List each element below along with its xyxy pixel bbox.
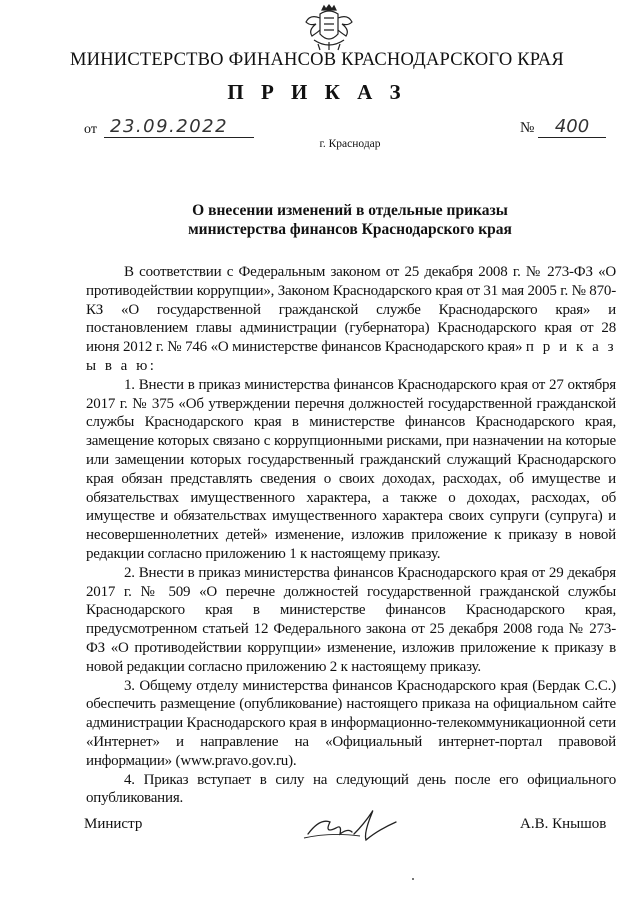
number-value: 400 (538, 117, 606, 138)
document-type-title: П Р И К А З (227, 80, 407, 104)
order-verb: п р и к а з ы в а ю: (86, 339, 616, 374)
subject-line-2: министерства финансов Краснодарского края (188, 221, 512, 238)
date-label: от (84, 122, 97, 137)
date-value: 23.09.2022 (104, 117, 254, 138)
signer-title: Министр (84, 816, 143, 832)
intro-paragraph (86, 263, 616, 376)
signer-name: А.В. Кнышов (520, 816, 607, 832)
paragraph-2: 2. Внести в приказ министерства финансов Краснодарского края от 29 декабря 2017 г. № 509 «О перечне должностей государственной гражданской службы Краснодарского края в министерстве финансов Краснодарского края, предусмотренном статьей 12 Федерального закона от 25 декабря 2008 года № 273-ФЗ «О противодействии коррупции» изменение, изложив приложение к приказу в новой редакции согласно приложению 2 к настоящему приказу. (86, 564, 616, 675)
handwritten-signature-icon (300, 804, 410, 844)
order-subject (90, 201, 610, 239)
coat-of-arms-icon (300, 4, 358, 52)
number-label: № (520, 120, 535, 136)
paragraph-4: 4. Приказ вступает в силу на следующий день после его официального опубликования. (86, 771, 616, 807)
order-body (86, 263, 616, 808)
intro-text: В соответствии с Федеральным законом от 25 декабря 2008 г. № 273-ФЗ «О противодействии коррупции», Законом Краснодарского края от 31 мая 2005 г. № 870-КЗ «О государственной гражданской службе Краснодарского края» и постановлением главы администрации (губернатора) Краснодарского края от 28 июня 2012 г. № 746 «О министерстве финансов Краснодарского края» (86, 264, 616, 356)
subject-line-1: О внесении изменений в отдельные приказы (192, 202, 508, 219)
ministry-name: МИНИСТЕРСТВО ФИНАНСОВ КРАСНОДАРСКОГО КРАЯ (70, 50, 564, 70)
paragraph-3: 3. Общему отделу министерства финансов Краснодарского края (Бердак С.С.) обеспечить размещение (опубликование) настоящего приказа на официальном сайте администрации Краснодарского края в информационно-телекоммуникационной сети «Интернет» и направление на «Официальный интернет-портал правовой информации» (www.pravo.gov.ru). (86, 677, 616, 769)
paragraph-1: 1. Внести в приказ министерства финансов Краснодарского края от 27 октября 2017 г. № 375 «Об утверждении перечня должностей государственной гражданской службы Краснодарского края в министерстве финансов Краснодарского края, замещение которых связано с коррупционными рисками, при назначении на которые или замещении которых государственный гражданский служащий Краснодарского края обязан представлять сведения о своих доходах, расходах, об имуществе и обязательствах имущественного характера, а также о доходах, расходах, об имуществе и обязательствах имущественного характера своих супруги (супруга) и несовершеннолетних детей» изменение, изложив приложение к приказу в новой редакции согласно приложению 1 к настоящему приказу. (86, 376, 616, 562)
city-label: г. Краснодар (319, 138, 381, 150)
scan-dot (412, 878, 414, 880)
